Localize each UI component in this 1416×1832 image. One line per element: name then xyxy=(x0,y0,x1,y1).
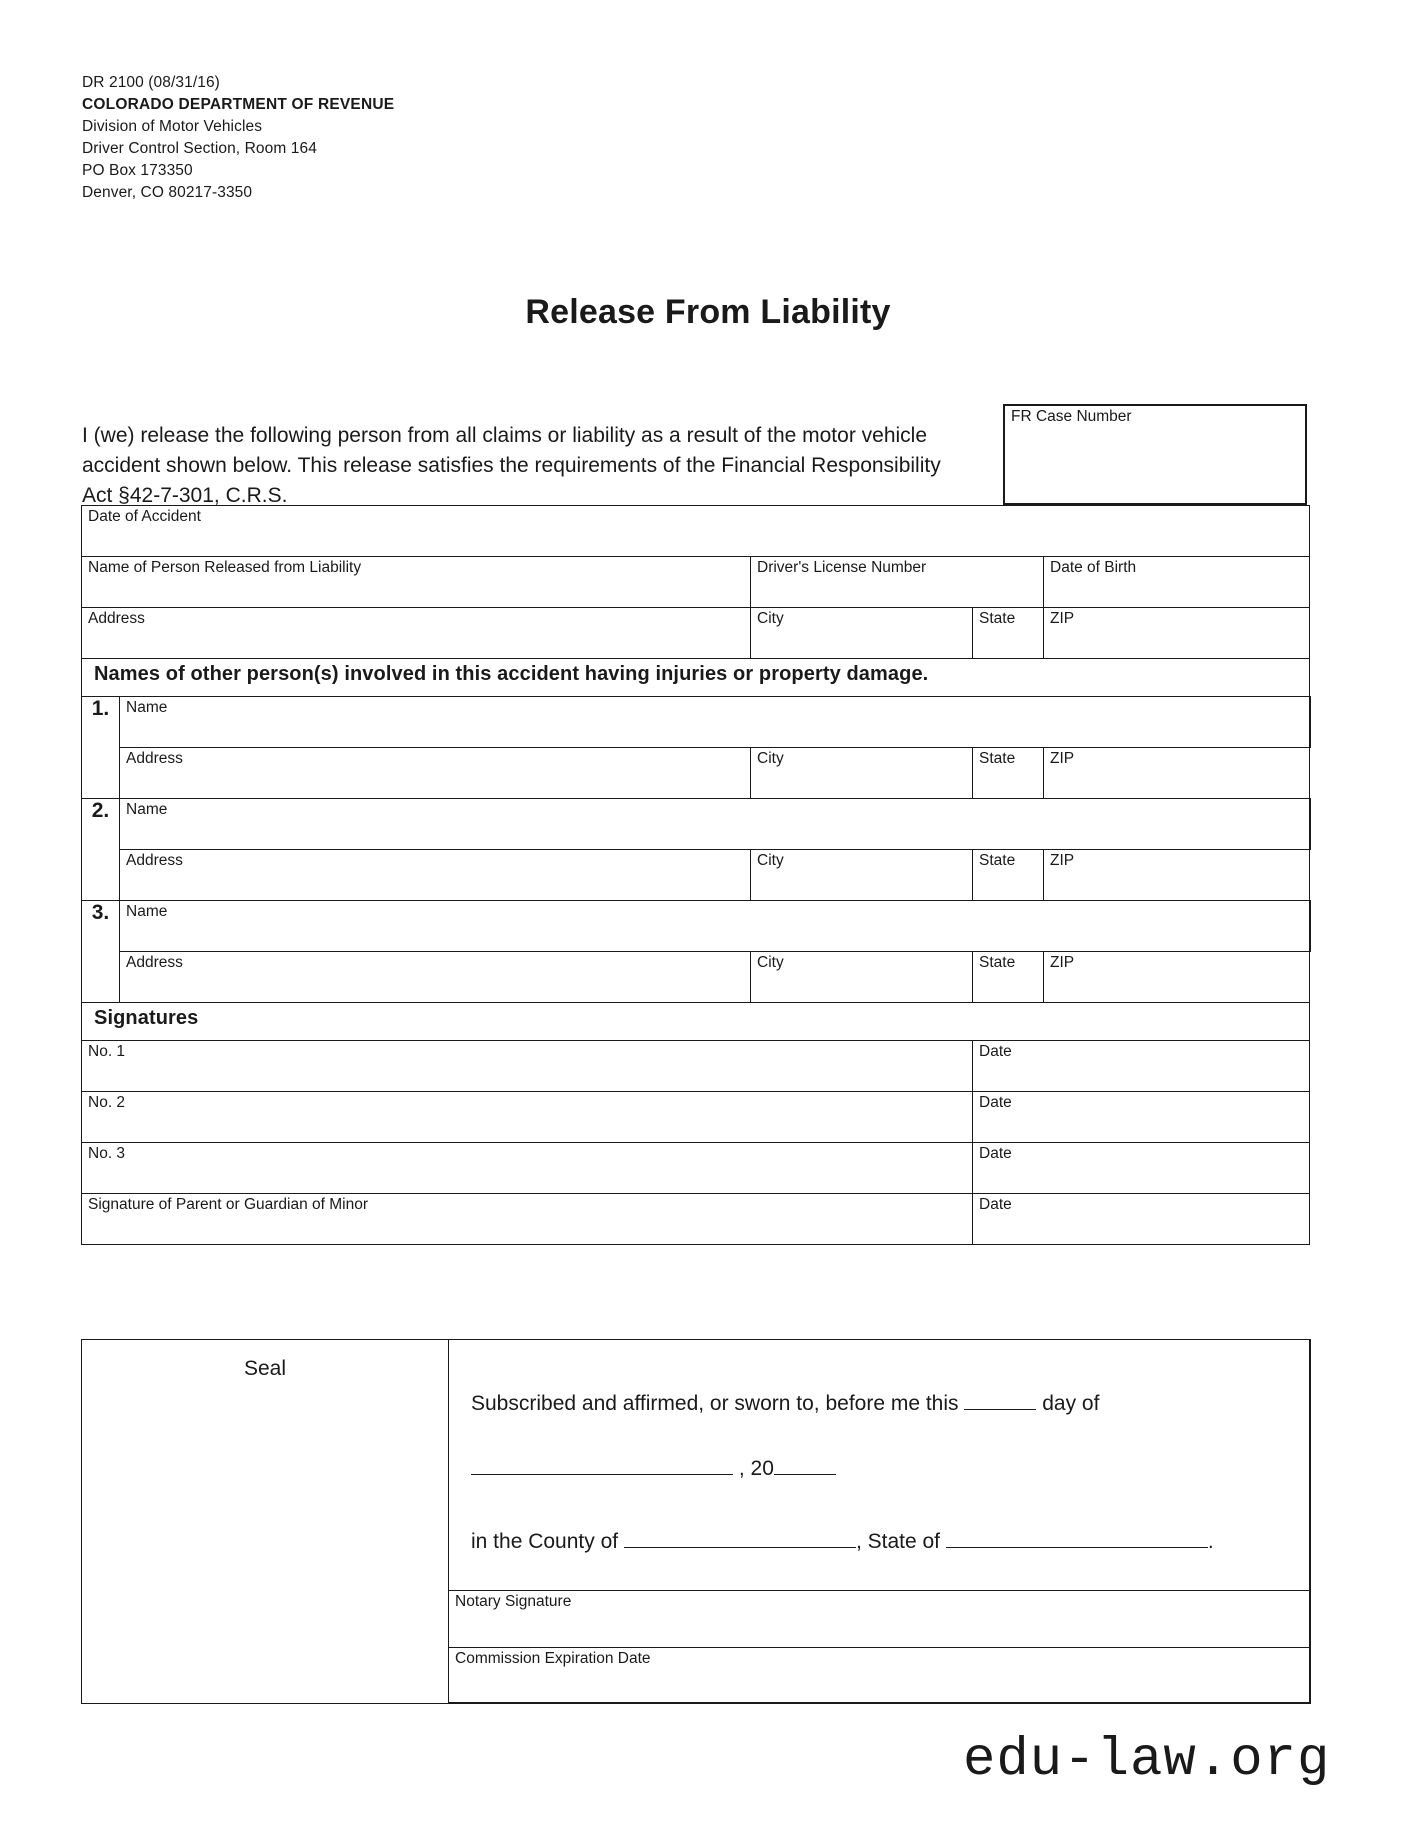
fr-case-number-label: FR Case Number xyxy=(1011,408,1132,425)
person-1-number: 1. xyxy=(91,697,110,720)
person-3-zip-cell[interactable] xyxy=(1044,952,1310,1003)
person-2-zip-label: ZIP xyxy=(1050,852,1075,869)
address-cell[interactable] xyxy=(82,608,751,659)
person-1-name-label: Name xyxy=(126,699,168,716)
notary-month-blank[interactable] xyxy=(471,1474,733,1475)
notary-line-3-text-c: . xyxy=(1207,1529,1214,1553)
guardian-signature-cell[interactable] xyxy=(82,1194,973,1245)
name-released-cell[interactable] xyxy=(82,557,751,608)
zip-label: ZIP xyxy=(1050,610,1075,627)
table-row xyxy=(82,1003,1310,1041)
notary-line-2-text: , 20 xyxy=(738,1457,774,1481)
person-1-address-cell[interactable] xyxy=(120,748,751,799)
signatures-heading-cell xyxy=(82,1003,1310,1041)
person-1-number-cell xyxy=(82,697,120,799)
state-cell[interactable] xyxy=(973,608,1044,659)
signature-3-date-cell[interactable] xyxy=(973,1143,1310,1194)
notary-statement xyxy=(449,1389,1309,1557)
signature-3-cell[interactable] xyxy=(82,1143,973,1194)
zip-cell[interactable] xyxy=(1044,608,1310,659)
others-section-heading-cell xyxy=(82,659,1310,697)
signature-3-label: No. 3 xyxy=(88,1145,126,1162)
person-1-zip-label: ZIP xyxy=(1050,750,1075,767)
person-2-address-label: Address xyxy=(126,852,183,869)
guardian-signature-date-cell[interactable] xyxy=(973,1194,1310,1245)
form-number: DR 2100 (08/31/16) xyxy=(82,74,220,91)
department-name: COLORADO DEPARTMENT OF REVENUE xyxy=(82,96,395,113)
notary-line-1-text-b: day of xyxy=(1042,1392,1100,1415)
division-name: Division of Motor Vehicles xyxy=(82,118,263,135)
notary-day-blank[interactable] xyxy=(964,1409,1036,1410)
signature-1-date-label: Date xyxy=(979,1043,1012,1060)
notary-statement-cell[interactable] xyxy=(449,1340,1310,1591)
signature-2-date-label: Date xyxy=(979,1094,1012,1111)
notary-state-blank[interactable] xyxy=(946,1547,1208,1548)
table-row xyxy=(82,1041,1310,1092)
date-of-accident-cell[interactable] xyxy=(82,506,1310,557)
seal-label: Seal xyxy=(243,1357,287,1380)
commission-expiration-label: Commission Expiration Date xyxy=(455,1650,651,1667)
person-3-address-label: Address xyxy=(126,954,183,971)
signature-2-cell[interactable] xyxy=(82,1092,973,1143)
date-of-accident-label: Date of Accident xyxy=(88,508,201,525)
table-row xyxy=(82,506,1310,557)
address-label: Address xyxy=(88,610,145,627)
person-1-city-cell[interactable] xyxy=(751,748,973,799)
person-3-city-label: City xyxy=(757,954,784,971)
date-of-birth-label: Date of Birth xyxy=(1050,559,1137,576)
signature-1-label: No. 1 xyxy=(88,1043,126,1060)
notary-signature-cell[interactable] xyxy=(449,1591,1310,1648)
city-label: City xyxy=(757,610,784,627)
person-3-address-cell[interactable] xyxy=(120,952,751,1003)
notary-year-blank[interactable] xyxy=(774,1474,836,1475)
state-label: State xyxy=(979,610,1016,627)
signature-1-cell[interactable] xyxy=(82,1041,973,1092)
person-3-number: 3. xyxy=(91,901,110,924)
person-1-city-label: City xyxy=(757,750,784,767)
seal-cell[interactable] xyxy=(82,1340,449,1704)
person-2-state-cell[interactable] xyxy=(973,850,1044,901)
person-2-city-label: City xyxy=(757,852,784,869)
person-3-number-cell xyxy=(82,901,120,1003)
person-2-zip-cell[interactable] xyxy=(1044,850,1310,901)
person-1-zip-cell[interactable] xyxy=(1044,748,1310,799)
table-row xyxy=(82,1194,1310,1245)
person-3-name-label: Name xyxy=(126,903,168,920)
city-state-zip: Denver, CO 80217-3350 xyxy=(82,184,253,201)
person-2-address-cell[interactable] xyxy=(120,850,751,901)
notary-line-1-text-a: Subscribed and affirmed, or sworn to, before me this xyxy=(471,1392,959,1415)
others-section-heading: Names of other person(s) involved in this accident having injuries or property damage. xyxy=(94,663,929,685)
commission-expiration-cell[interactable] xyxy=(449,1648,1310,1704)
po-box: PO Box 173350 xyxy=(82,162,193,179)
person-1-state-label: State xyxy=(979,750,1016,767)
person-2-name-cell[interactable] xyxy=(120,799,1310,850)
signature-2-label: No. 2 xyxy=(88,1094,126,1111)
notary-signature-label: Notary Signature xyxy=(455,1593,572,1610)
letterhead xyxy=(82,72,394,204)
name-released-label: Name of Person Released from Liability xyxy=(88,559,362,576)
table-row xyxy=(82,748,1310,799)
section-name: Driver Control Section, Room 164 xyxy=(82,140,317,157)
dl-number-label: Driver's License Number xyxy=(757,559,927,576)
fr-case-number-box[interactable] xyxy=(1003,404,1307,505)
person-1-address-label: Address xyxy=(126,750,183,767)
table-row xyxy=(82,799,1310,850)
person-1-state-cell[interactable] xyxy=(973,748,1044,799)
notary-county-blank[interactable] xyxy=(624,1547,856,1548)
notary-line-3 xyxy=(471,1527,1291,1557)
table-row xyxy=(82,608,1310,659)
signature-3-date-label: Date xyxy=(979,1145,1012,1162)
guardian-signature-label: Signature of Parent or Guardian of Minor xyxy=(88,1196,369,1213)
table-row xyxy=(82,901,1310,952)
intro-paragraph: I (we) release the following person from all claims or liability as a result of the motor vehicle accident shown below. This release satisfies the requirements of the Financial Responsibility Act §42-7-301, C.R.S. xyxy=(82,424,941,507)
table-row xyxy=(82,659,1310,697)
signatures-heading: Signatures xyxy=(94,1007,199,1029)
notary-line-2 xyxy=(471,1454,1291,1484)
page-title: Release From Liability xyxy=(525,293,891,331)
person-3-state-label: State xyxy=(979,954,1016,971)
table-row xyxy=(82,697,1310,748)
table-row xyxy=(82,1092,1310,1143)
person-2-name-label: Name xyxy=(126,801,168,818)
dl-number-cell[interactable] xyxy=(751,557,1044,608)
person-2-number-cell xyxy=(82,799,120,901)
person-1-name-cell[interactable] xyxy=(120,697,1310,748)
table-row xyxy=(82,1143,1310,1194)
signature-2-date-cell[interactable] xyxy=(973,1092,1310,1143)
table-row xyxy=(82,557,1310,608)
guardian-signature-date-label: Date xyxy=(979,1196,1012,1213)
notary-line-1 xyxy=(471,1389,1291,1419)
table-row xyxy=(82,850,1310,901)
city-cell[interactable] xyxy=(751,608,973,659)
date-of-birth-cell[interactable] xyxy=(1044,557,1310,608)
table-row xyxy=(82,952,1310,1003)
main-form-table xyxy=(81,505,1311,1245)
notary-table xyxy=(81,1339,1311,1704)
person-3-city-cell[interactable] xyxy=(751,952,973,1003)
signature-1-date-cell[interactable] xyxy=(973,1041,1310,1092)
notary-line-3-text-a: in the County of xyxy=(471,1529,619,1553)
watermark: edu-law.org xyxy=(963,1730,1331,1791)
table-row xyxy=(82,1340,1310,1591)
person-3-name-cell[interactable] xyxy=(120,901,1310,952)
person-2-number: 2. xyxy=(91,799,110,822)
person-3-state-cell[interactable] xyxy=(973,952,1044,1003)
person-2-city-cell[interactable] xyxy=(751,850,973,901)
person-2-state-label: State xyxy=(979,852,1016,869)
notary-line-3-text-b: , State of xyxy=(855,1529,940,1553)
person-3-zip-label: ZIP xyxy=(1050,954,1075,971)
